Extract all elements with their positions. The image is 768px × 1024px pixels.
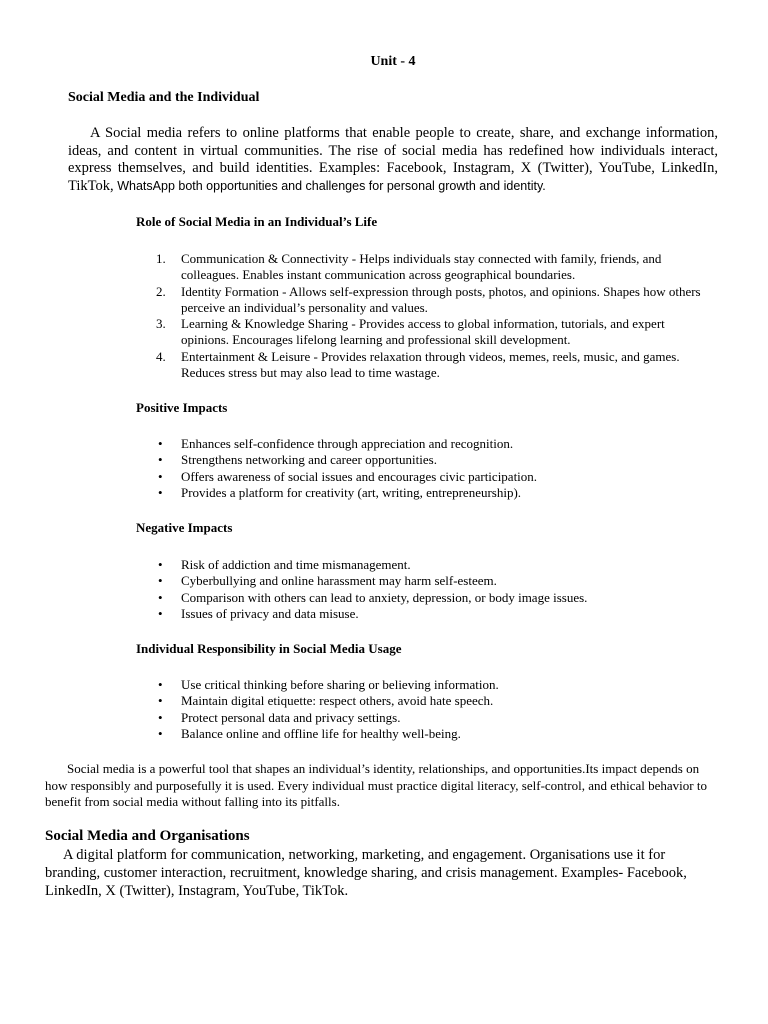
section-heading-individual: Social Media and the Individual (68, 90, 260, 105)
positive-list (136, 436, 716, 501)
bullet-icon: • (158, 709, 163, 725)
bullet-icon: • (158, 725, 163, 741)
bullet-icon: • (158, 605, 163, 621)
negative-list-item (136, 590, 716, 606)
list-item-text: Offers awareness of social issues and encourages civic participation. (181, 468, 538, 484)
list-item-text: Strengthens networking and career opportunities. (181, 452, 437, 468)
role-list-item (136, 316, 716, 349)
bullet-icon: • (158, 484, 163, 500)
organisations-paragraph: A digital platform for communication, networking, marketing, and engagement. Organisations use it for branding, customer interaction, recruitment, knowledge sharing, and crisis management. Examples- Facebook, LinkedIn, X (Twitter), Instagram, YouTube, TikTok. (45, 847, 687, 899)
list-item-text: Enhances self-confidence through appreciation and recognition. (181, 436, 514, 451)
positive-list-item (136, 436, 716, 452)
list-item-text: Comparison with others can lead to anxiety, depression, or body image issues. (181, 589, 588, 605)
conclusion-paragraph: Social media is a powerful tool that shapes an individual’s identity, relationships, and opportunities.Its impact depends on how responsibly and purposefully it is used. Every individual must practice digital literacy, self-control, and ethical behavior to benefit from social media without falling into its pitfalls. (45, 761, 707, 809)
list-item-text: Risk of addiction and time mismanagement. (181, 557, 411, 572)
bullet-icon: • (158, 589, 163, 605)
list-item-text: Learning & Knowledge Sharing - Provides access to global information, tutorials, and expert opinions. Encourages lifelong learning and professional skill development. (181, 316, 665, 348)
list-item-text: Protect personal data and privacy settings. (181, 709, 401, 725)
list-item-text: Provides a platform for creativity (art, writing, entrepreneurship). (181, 484, 522, 500)
positive-list-item (136, 452, 716, 468)
role-list-item (136, 284, 716, 317)
negative-list (136, 557, 716, 622)
positive-heading: Positive Impacts (136, 400, 228, 415)
list-item-text: Issues of privacy and data misuse. (181, 605, 359, 621)
negative-list-item (136, 573, 716, 589)
positive-list-item (136, 469, 716, 485)
unit-title: Unit - 4 (370, 54, 416, 69)
negative-heading: Negative Impacts (136, 520, 233, 535)
bullet-icon: • (158, 677, 163, 692)
bullet-icon: • (158, 436, 163, 451)
list-number: 1. (156, 251, 166, 266)
list-item-text: Cyberbullying and online harassment may harm self-esteem. (181, 573, 497, 589)
list-item-text: Entertainment & Leisure - Provides relaxation through videos, memes, reels, music, and games. Reduces stress but may also lead to time wastage. (181, 348, 680, 381)
negative-list-item (136, 606, 716, 622)
positive-list-item (136, 485, 716, 501)
bullet-icon: • (158, 573, 163, 589)
bullet-icon: • (158, 452, 163, 468)
list-item-text: Identity Formation - Allows self-expression through posts, photos, and opinions. Shapes how others perceive an individual’s personality and values. (181, 283, 701, 315)
list-item-text: Balance online and offline life for healthy well-being. (181, 725, 461, 741)
negative-list-item (136, 557, 716, 573)
intro-text-serif: A Social media refers to online platforms that enable people to create, share, and exchange information, ideas, and content in virtual communities. The rise of social media has redefined how individuals interact, express themselves, and build identities. Examples: Facebook, Instagram, X (Twitter), YouTube, LinkedIn, TikTok, (68, 125, 718, 194)
responsibility-heading: Individual Responsibility in Social Media Usage (136, 641, 402, 656)
responsibility-list-item (136, 677, 716, 693)
bullet-icon: • (158, 557, 163, 572)
role-heading: Role of Social Media in an Individual’s Life (136, 214, 378, 229)
list-number: 3. (156, 316, 166, 332)
responsibility-list-item (136, 726, 716, 742)
intro-text-sans: WhatsApp both opportunities and challenges for personal growth and identity. (117, 178, 546, 193)
role-list-item (136, 349, 716, 382)
list-number: 4. (156, 348, 166, 364)
responsibility-list (136, 677, 716, 742)
responsibility-list-item (136, 693, 716, 709)
list-item-text: Maintain digital etiquette: respect others, avoid hate speech. (181, 693, 494, 709)
list-item-text: Use critical thinking before sharing or believing information. (181, 677, 499, 692)
list-item-text: Communication & Connectivity - Helps individuals stay connected with family, friends, and colleagues. Enables instant communication across geographical boundaries. (181, 251, 662, 283)
role-list-item (136, 251, 716, 284)
section-heading-organisations: Social Media and Organisations (45, 828, 250, 844)
bullet-icon: • (158, 693, 163, 709)
responsibility-list-item (136, 710, 716, 726)
role-list (136, 251, 716, 381)
list-number: 2. (156, 283, 166, 299)
bullet-icon: • (158, 468, 163, 484)
intro-paragraph (68, 125, 718, 195)
